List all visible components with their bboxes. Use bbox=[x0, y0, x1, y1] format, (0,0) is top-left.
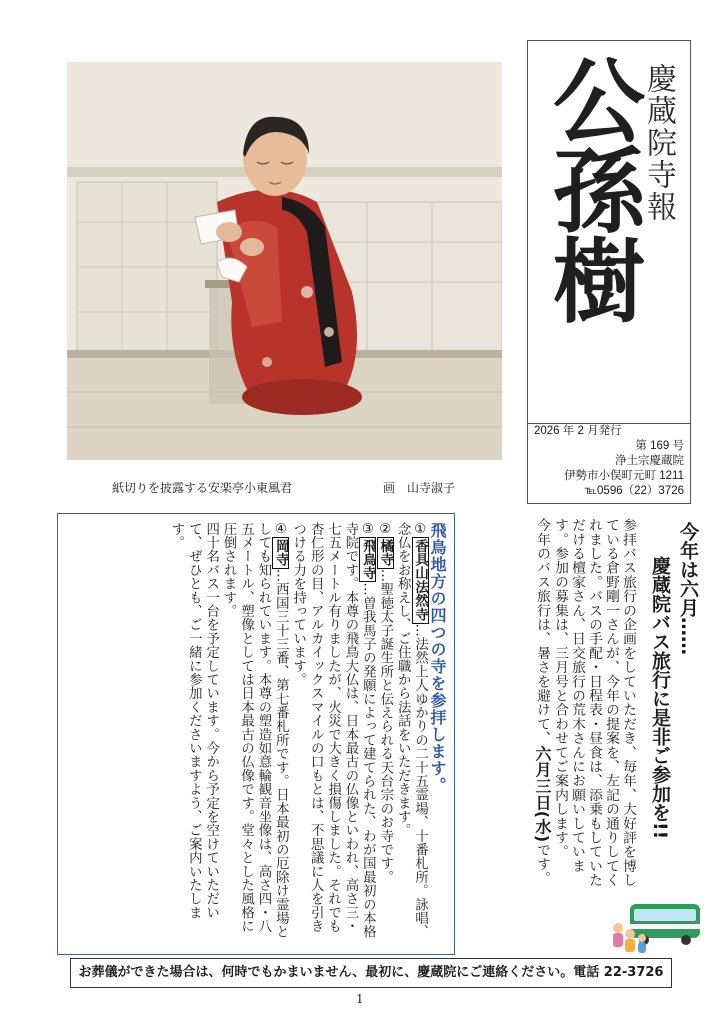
temple-tel: ℡0596（22）3726 bbox=[584, 485, 684, 497]
headline-line1: 今年は六月…… bbox=[677, 522, 699, 655]
temple-name-1: 香具山法然寺 bbox=[412, 539, 428, 622]
illustration-caption: 紙切りを披露する安楽亭小東風君 bbox=[112, 481, 293, 495]
itinerary-box bbox=[57, 513, 455, 955]
itinerary-item-2 bbox=[376, 522, 393, 946]
item-text-4: …西国三十三番、第七番札所です。日本最初の厄除け霊場としても知られています。本尊の塑造如意輪観音坐像は、高さ四・八五メートル、塑像としては日本最古の仏像です。堂々とした風格に圧倒されます。 bbox=[221, 522, 289, 939]
item-number: ① bbox=[412, 522, 428, 538]
issue-date: 2026 年 2 月発行 bbox=[534, 425, 622, 437]
headline-line2: 慶蔵院バス旅行に是非ご参加を!! bbox=[649, 556, 671, 840]
itinerary-title: 飛鳥地方の四つの寺を参拝します。 bbox=[428, 522, 447, 794]
funeral-notice: お葬儀ができた場合は、何時でもかまいません、最初に、慶蔵院にご連絡ください。電話 22-3726 bbox=[70, 958, 672, 988]
item-number: ② bbox=[377, 522, 393, 538]
temple-address: 伊勢市小俣町元町 1211 bbox=[564, 470, 684, 482]
intro-tail: です。 bbox=[534, 842, 550, 886]
temple-name-4: 岡寺 bbox=[273, 539, 289, 567]
intro-lead: 今年のバス旅行は、暑さを避けて、 bbox=[534, 518, 550, 746]
temple-name: 浄土宗慶蔵院 bbox=[615, 455, 684, 467]
item-number: ④ bbox=[273, 522, 289, 538]
page-number: 1 bbox=[356, 992, 364, 1006]
masthead-subtitle: 慶蔵院寺報 bbox=[641, 63, 676, 223]
headline bbox=[646, 522, 702, 882]
item-number: ③ bbox=[360, 522, 376, 538]
item-text-1: …法然上人ゆかりの二十五霊場、十番札所。詠唱、念仏をお称えし、ご住職から法話をいただきます。 bbox=[395, 522, 428, 939]
illustration-artist: 画 山寺淑子 bbox=[383, 481, 456, 495]
intro-text: 参拝バス旅行の企画をしていただき、毎年、大好評を博している倉野剛一さんが、今年の提案を、左記の通りしてくれました。バスの手配・日程表・昼食は、添乗もしていただける檀家さん、日交旅行の荒木さんにお願いしています。参加の募集は、三月号と合わせてご案内します。 bbox=[552, 518, 636, 888]
illustration bbox=[67, 62, 502, 460]
bus-icon bbox=[610, 898, 702, 956]
temple-name-3: 飛鳥寺 bbox=[360, 539, 376, 581]
intro-paragraph bbox=[466, 518, 636, 890]
item-text-2: …聖徳太子誕生所と伝えられる天台宗のお寺です。 bbox=[377, 568, 393, 884]
issue-number: 第 169 号 bbox=[635, 440, 684, 452]
illustration-painting bbox=[67, 62, 502, 460]
itinerary-content bbox=[66, 522, 446, 946]
itinerary-item-1 bbox=[394, 522, 429, 946]
issue-info bbox=[527, 420, 691, 504]
itinerary-item-3 bbox=[289, 522, 376, 946]
temple-name-2: 橘寺 bbox=[377, 539, 393, 567]
itinerary-item-4 bbox=[220, 522, 290, 946]
trip-date: 六月三日(水) bbox=[533, 745, 552, 843]
masthead-title: 公孫樹 bbox=[538, 53, 646, 323]
item-text-3: …曽我馬子の発願によって建てられた、わが国最初の本格寺院です。本尊の飛鳥大仏は、日本最古の仏像といわれ、高さ三・七五メートル有りましたが、火災で大きく損傷しました。それでも杏仁形の目、アルカイックスマイルの口もとは、不思議に人を引きつける力を持っています。 bbox=[290, 522, 376, 939]
itinerary-closing: 四十名バス一台を予定しています。今から予定を空けていただいて、ぜひとも、ご一緒に参加くださいますよう、ご案内いたします。 bbox=[168, 522, 219, 920]
masthead bbox=[527, 40, 691, 424]
